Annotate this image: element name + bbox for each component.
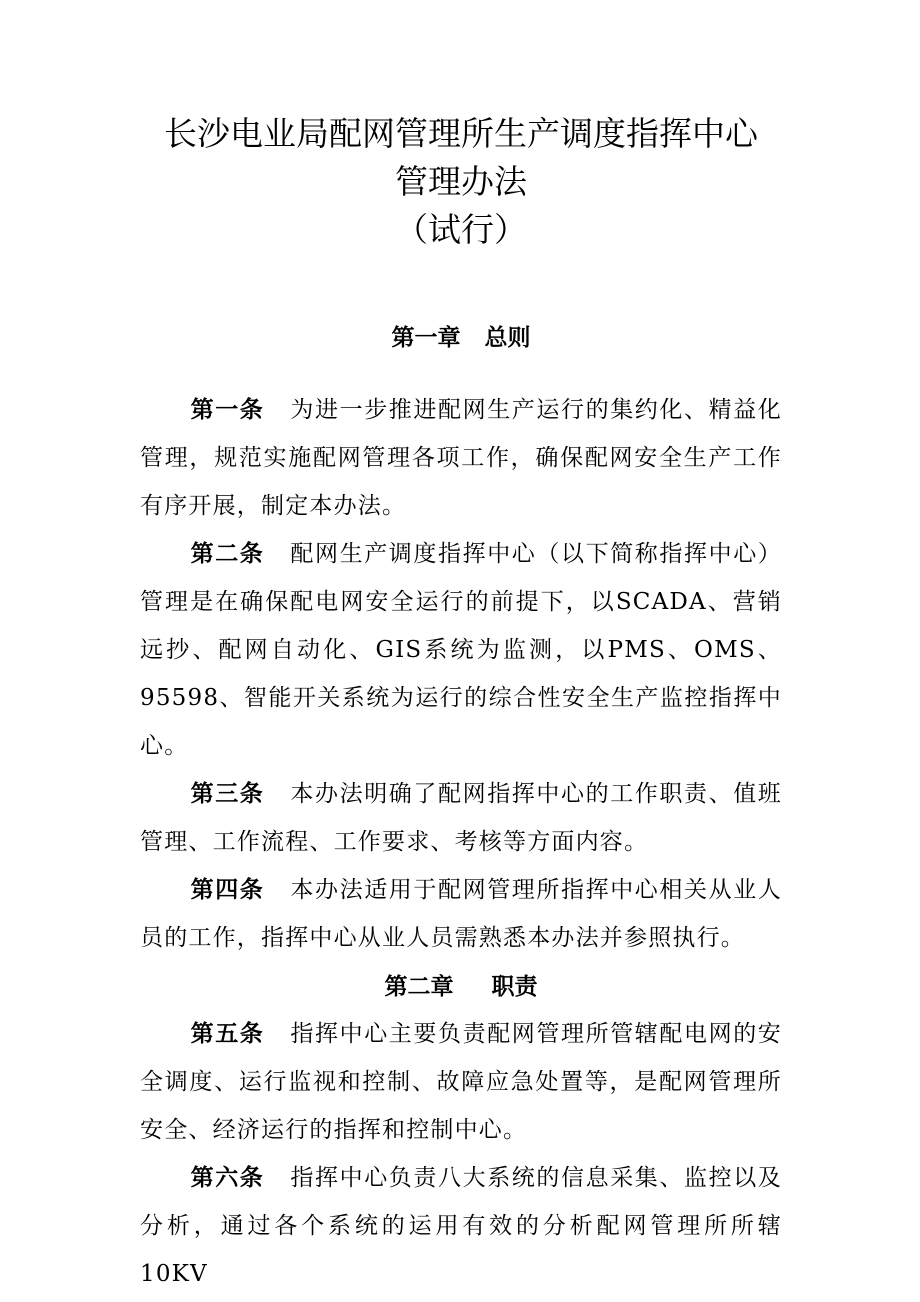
article-3 xyxy=(140,770,782,866)
article-1 xyxy=(140,386,782,530)
chapter-heading-1 xyxy=(140,314,782,362)
article-text: 指挥中心负责八大系统的信息采集、监控以及分析，通过各个系统的运用有效的分析配网管理所所辖10KV xyxy=(140,1165,783,1287)
article-5 xyxy=(140,1010,782,1154)
article-number: 第一条 xyxy=(190,397,265,423)
article-4 xyxy=(140,866,782,962)
article-number: 第二条 xyxy=(190,541,265,567)
article-text: 配网生产调度指挥中心（以下简称指挥中心）管理是在确保配电网安全运行的前提下，以SCADA、营销远抄、配网自动化、GIS系统为监测，以PMS、OMS、95598、智能开关系统为运行的综合性安全生产监控指挥中心。 xyxy=(140,541,783,759)
article-6 xyxy=(140,1154,782,1298)
article-text: 为进一步推进配网生产运行的集约化、精益化管理，规范实施配网管理各项工作，确保配网安全生产工作有序开展，制定本办法。 xyxy=(140,397,783,519)
chapter-name: 总则 xyxy=(484,325,531,351)
article-number: 第三条 xyxy=(190,781,265,807)
chapter-heading-2 xyxy=(140,964,782,1010)
chapter-name: 职责 xyxy=(491,974,538,1000)
article-text: 本办法明确了配网指挥中心的工作职责、值班管理、工作流程、工作要求、考核等方面内容。 xyxy=(140,781,783,855)
title-line-1: 长沙电业局配网管理所生产调度指挥中心 xyxy=(164,114,758,153)
article-number: 第六条 xyxy=(190,1165,265,1191)
article-2 xyxy=(140,530,782,770)
chapter-label: 第二章 xyxy=(384,974,454,1000)
title-line-2: 管理办法 xyxy=(395,162,527,201)
article-number: 第五条 xyxy=(190,1021,265,1047)
article-text: 指挥中心主要负责配网管理所管辖配电网的安全调度、运行监视和控制、故障应急处置等，是配网管理所安全、经济运行的指挥和控制中心。 xyxy=(140,1021,783,1143)
chapter-label: 第一章 xyxy=(391,325,461,351)
article-text: 本办法适用于配网管理所指挥中心相关从业人员的工作，指挥中心从业人员需熟悉本办法并参照执行。 xyxy=(140,877,783,951)
document-title xyxy=(140,110,782,254)
title-line-3: （试行） xyxy=(395,210,527,249)
article-number: 第四条 xyxy=(190,877,265,903)
